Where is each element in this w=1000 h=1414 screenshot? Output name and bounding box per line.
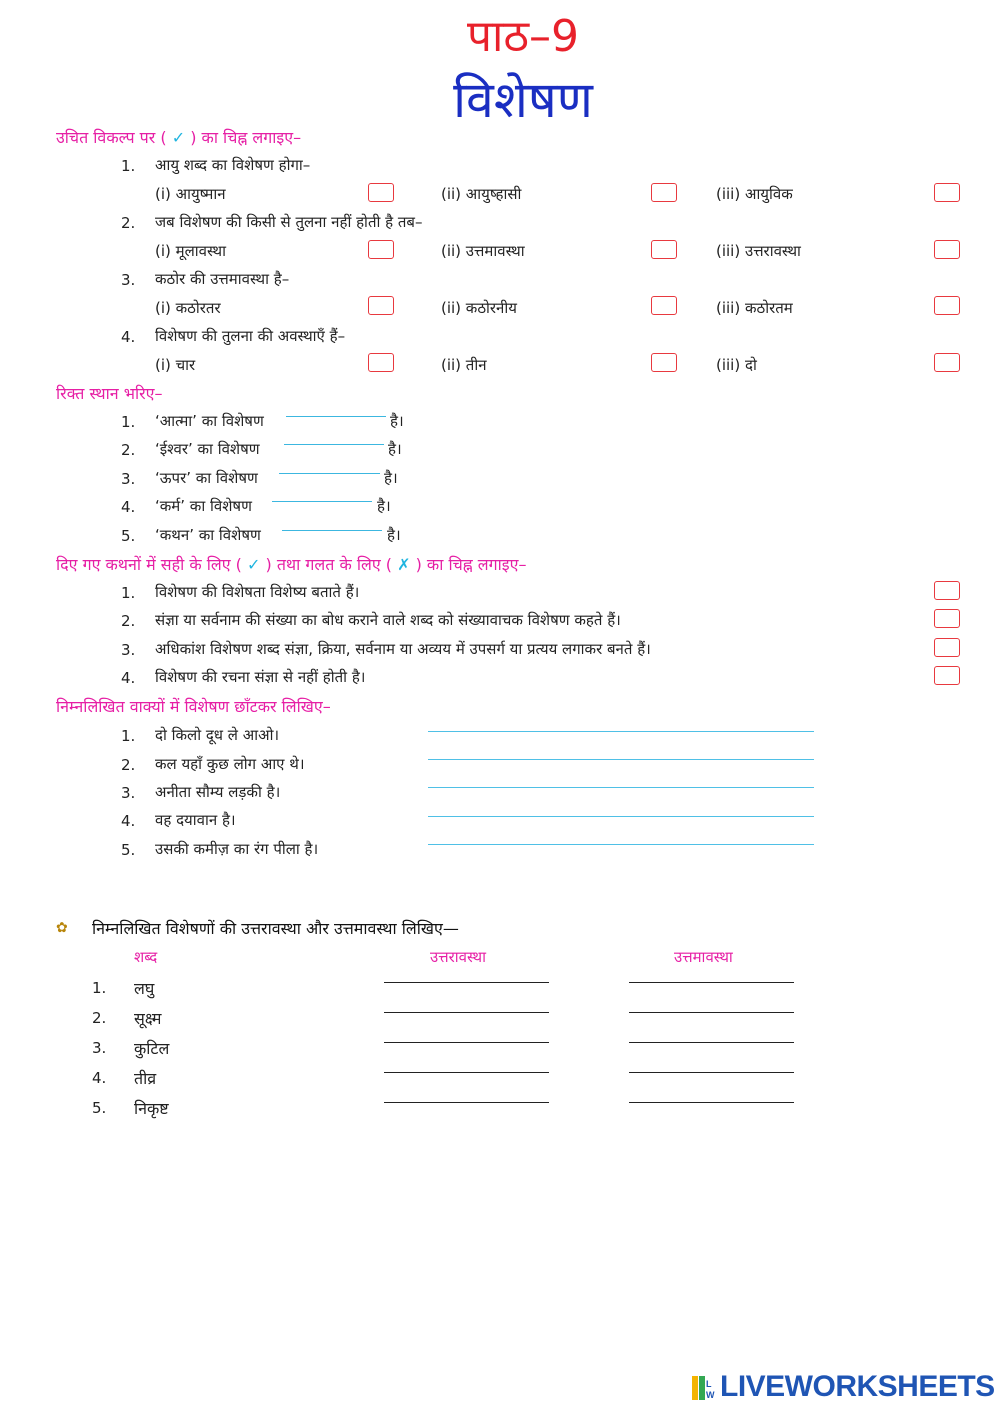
statement-text: अधिकांश विशेषण शब्द संज्ञा, क्रिया, सर्वनाम या अव्यय में उपसर्ग या प्रत्यय लगाकर बनते हैं। [155,640,651,658]
mcq-option: (iii) आयुविक [716,185,793,203]
answer-checkbox[interactable] [651,353,677,372]
fill-blank-input[interactable] [279,473,380,474]
fill-number: 3. [121,470,136,488]
answer-checkbox[interactable] [651,240,677,259]
word-cell: कुटिल [134,1039,170,1058]
fill-suffix: है। [388,440,402,458]
topic-title: विशेषण [453,71,593,129]
mcq-option: (iii) उत्तरावस्था [716,242,801,260]
answer-line-input[interactable] [428,844,814,845]
flower-bullet-icon: ✿ [56,920,68,936]
fill-suffix: है। [384,469,398,487]
sentence-text: उसकी कमीज़ का रंग पीला है। [155,840,319,858]
fill-text: ‘आत्मा’ का विशेषण [155,412,264,430]
comparative-input-line[interactable] [384,982,549,983]
row-number: 3. [92,1039,107,1057]
answer-checkbox[interactable] [368,183,394,202]
column-header-word: शब्द [134,948,158,966]
tick-mark: ✓ [171,128,186,147]
sentence-text: वह दयावान है। [155,811,236,829]
superlative-input-line[interactable] [629,1102,794,1103]
mcq-option: (i) मूलावस्था [155,242,227,260]
answer-checkbox[interactable] [651,183,677,202]
mcq-question: आयु शब्द का विशेषण होगा– [155,156,311,174]
fill-text: ‘ईश्वर’ का विशेषण [155,440,260,458]
column-header-superlative: उत्तमावस्था [674,948,733,966]
logo-letter-w: W [706,1390,715,1400]
superlative-input-line[interactable] [629,1012,794,1013]
word-cell: तीव्र [134,1069,157,1088]
statement-number: 2. [121,612,136,630]
tick-mark: ✓ [246,555,261,574]
fill-suffix: है। [387,526,401,544]
word-cell: सूक्ष्म [134,1009,162,1028]
true-false-checkbox[interactable] [934,666,960,685]
sentence-text: दो किलो दूध ले आओ। [155,726,280,744]
comparative-input-line[interactable] [384,1012,549,1013]
word-cell: लघु [134,979,155,998]
answer-line-input[interactable] [428,759,814,760]
comparative-input-line[interactable] [384,1102,549,1103]
fill-text: ‘ऊपर’ का विशेषण [155,469,258,487]
mcq-number: 3. [121,271,136,289]
fill-number: 1. [121,413,136,431]
true-false-checkbox[interactable] [934,638,960,657]
superlative-input-line[interactable] [629,1072,794,1073]
section3-instruction: दिए गए कथनों में सही के लिए ( ✓ ) तथा गलत के लिए ( ✗ ) का चिह्न लगाइए– [56,555,527,574]
cross-mark: ✗ [397,555,411,574]
statement-text: संज्ञा या सर्वनाम की संख्या का बोध कराने वाले शब्द को संख्यावाचक विशेषण कहते हैं। [155,611,621,629]
mcq-option: (iii) दो [716,356,757,374]
statement-number: 3. [121,641,136,659]
row-number: 1. [92,979,107,997]
mcq-number: 1. [121,157,136,175]
comparative-input-line[interactable] [384,1072,549,1073]
mcq-question: जब विशेषण की किसी से तुलना नहीं होती है तब– [155,213,423,231]
mcq-question: विशेषण की तुलना की अवस्थाएँ हैं– [155,327,346,345]
answer-line-input[interactable] [428,731,814,732]
row-number: 4. [92,1069,107,1087]
row-number: 2. [92,1009,107,1027]
answer-checkbox[interactable] [368,353,394,372]
answer-checkbox[interactable] [934,296,960,315]
mcq-question: कठोर की उत्तमावस्था है– [155,270,290,288]
logo-letter-l: L [706,1379,712,1389]
column-header-comparative: उत्तरावस्था [430,948,486,966]
fill-suffix: है। [377,497,391,515]
statement-text: विशेषण की रचना संज्ञा से नहीं होती है। [155,668,366,686]
mcq-option: (ii) उत्तमावस्था [441,242,525,260]
mcq-number: 2. [121,214,136,232]
mcq-option: (ii) कठोरनीय [441,299,517,317]
fill-text: ‘कथन’ का विशेषण [155,526,261,544]
mcq-option: (iii) कठोरतम [716,299,793,317]
mcq-number: 4. [121,328,136,346]
fill-blank-input[interactable] [286,416,386,417]
sentence-number: 4. [121,812,136,830]
superlative-input-line[interactable] [629,1042,794,1043]
mcq-option: (i) चार [155,356,196,374]
true-false-checkbox[interactable] [934,609,960,628]
sentence-number: 5. [121,841,136,859]
lesson-title: पाठ–9 [467,11,579,62]
sentence-text: कल यहाँ कुछ लोग आए थे। [155,755,305,773]
fill-number: 4. [121,498,136,516]
row-number: 5. [92,1099,107,1117]
fill-blank-input[interactable] [282,530,382,531]
liveworksheets-logo-icon [692,1376,720,1400]
liveworksheets-brand: LIVEWORKSHEETS [720,1370,995,1403]
sentence-number: 1. [121,727,136,745]
section1-instruction: उचित विकल्प पर ( ✓ ) का चिह्न लगाइए– [56,128,302,147]
section4-instruction: निम्नलिखित वाक्यों में विशेषण छाँटकर लिखिए– [56,697,331,716]
superlative-input-line[interactable] [629,982,794,983]
fill-suffix: है। [390,412,404,430]
answer-line-input[interactable] [428,816,814,817]
statement-text: विशेषण की विशेषता विशेष्य बताते हैं। [155,583,360,601]
answer-checkbox[interactable] [934,183,960,202]
sentence-number: 2. [121,756,136,774]
liveworksheets-logo[interactable] [692,1370,995,1404]
fill-blank-input[interactable] [284,444,384,445]
answer-checkbox[interactable] [368,296,394,315]
mcq-option: (ii) तीन [441,356,487,374]
statement-number: 4. [121,669,136,687]
fill-blank-input[interactable] [272,501,372,502]
word-cell: निकृष्ट [134,1099,169,1118]
fill-text: ‘कर्म’ का विशेषण [155,497,252,515]
fill-number: 2. [121,441,136,459]
answer-line-input[interactable] [428,787,814,788]
comparative-input-line[interactable] [384,1042,549,1043]
mcq-option: (i) आयुष्मान [155,185,226,203]
statement-number: 1. [121,584,136,602]
true-false-checkbox[interactable] [934,581,960,600]
answer-checkbox[interactable] [934,353,960,372]
answer-checkbox[interactable] [934,240,960,259]
answer-checkbox[interactable] [651,296,677,315]
sentence-number: 3. [121,784,136,802]
mcq-option: (ii) आयुष्हासी [441,185,522,203]
answer-checkbox[interactable] [368,240,394,259]
sentence-text: अनीता सौम्य लड़की है। [155,783,281,801]
section2-instruction: रिक्त स्थान भरिए– [56,384,163,403]
section5-instruction: निम्नलिखित विशेषणों की उत्तरावस्था और उत्तमावस्था लिखिए— [92,919,459,938]
fill-number: 5. [121,527,136,545]
mcq-option: (i) कठोरतर [155,299,221,317]
